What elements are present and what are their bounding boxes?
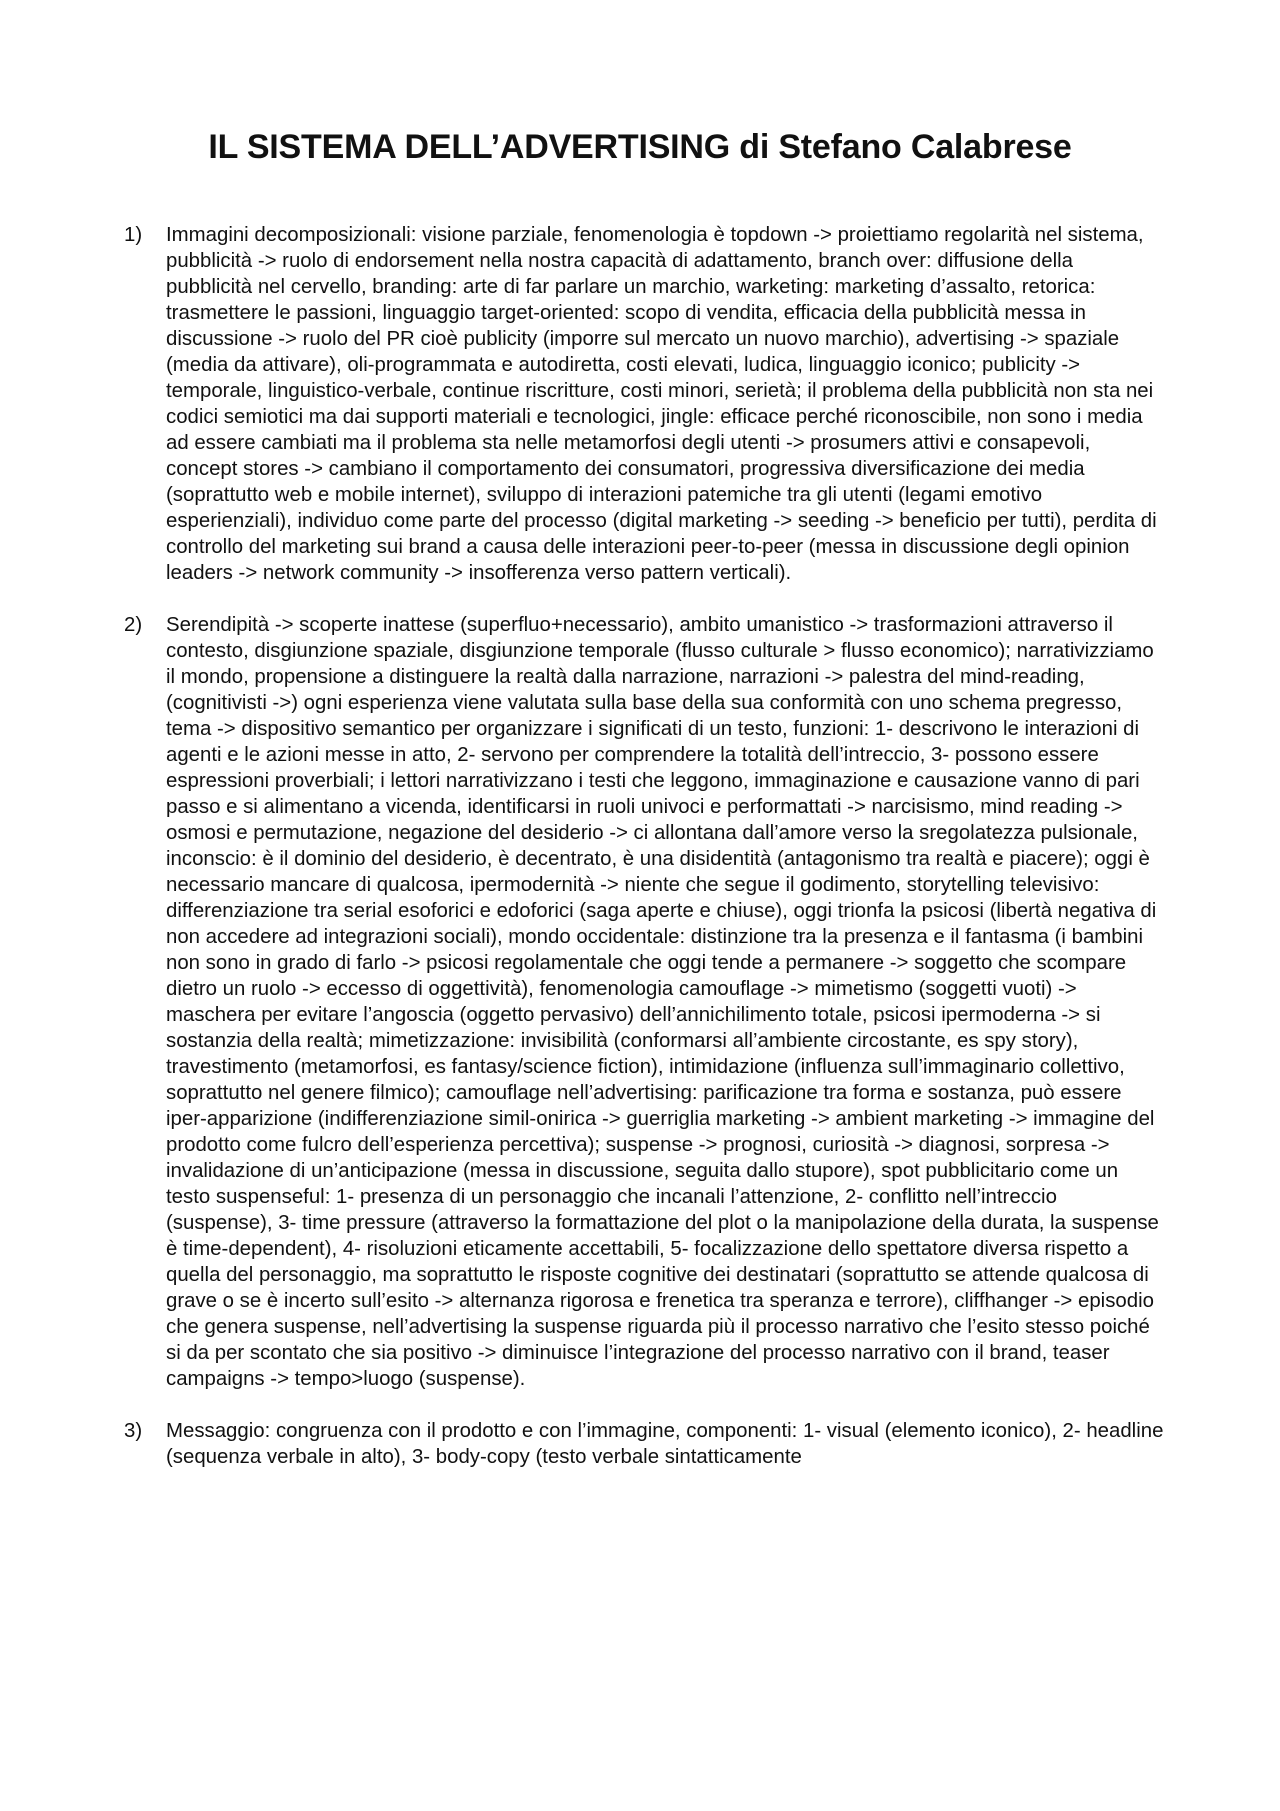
list-item-text: Immagini decomposizionali: visione parziale, fenomenologia è topdown -> proiettiamo regolarità nel sistema, pubblicità -> ruolo di endorsement nella nostra capacità di adattamento, branch over: diffusione della pubblicità nel cervello, branding: arte di far parlare un marchio, warketing: marketing d’assalto, retorica: trasmettere le passioni, linguaggio target-oriented: scopo di vendita, efficacia della pubblicità messa in discussione -> ruolo del PR cioè publicity (imporre sul mercato un nuovo marchio), advertising -> spaziale (media da attivare), oli-programmata e autodiretta, costi elevati, ludica, linguaggio iconico; publicity -> temporale, linguistico-verbale, continue riscritture, costi minori, serietà; il problema della pubblicità non sta nei codici semiotici ma dai supporti materiali e tecnologici, jingle: efficace perché riconoscibile, non sono i media ad essere cambiati ma il problema sta nelle metamorfosi degli utenti -> prosumers attivi e consapevoli, concept stores -> cambiano il comportamento dei consumatori, progressiva diversificazione dei media (soprattutto web e mobile internet), sviluppo di interazioni patemiche tra gli utenti (legami emotivo esperienziali), individuo come parte del processo (digital marketing -> seeding -> beneficio per tutti), perdita di controllo del marketing sui brand a causa delle interazioni peer-to-peer (messa in discussione degli opinion leaders -> network community -> insofferenza verso pattern verticali). (166, 224, 1157, 584)
list-item-number: 3) (124, 1420, 143, 1442)
list-item-2 (124, 612, 1164, 1392)
page-title: IL SISTEMA DELL’ADVERTISING di Stefano Calabrese (208, 128, 1072, 166)
list-item-3 (124, 1418, 1164, 1470)
list-item-text: Serendipità -> scoperte inattese (superfluo+necessario), ambito umanistico -> trasformazioni attraverso il contesto, disgiunzione spaziale, disgiunzione temporale (flusso culturale > flusso economico); narrativizziamo il mondo, propensione a distinguere la realtà dalla narrazione, narrazioni -> palestra del mind-reading, (cognitivisti ->) ogni esperienza viene valutata sulla base della sua conformità con uno schema pregresso, tema -> dispositivo semantico per organizzare i significati di un testo, funzioni: 1- descrivono le interazioni di agenti e le azioni messe in atto, 2- servono per comprendere la totalità dell’intreccio, 3- possono essere espressioni proverbiali; i lettori narrativizzano i testi che leggono, immaginazione e causazione vanno di pari passo e si alimentano a vicenda, identificarsi in ruoli univoci e performattati -> narcisismo, mind reading -> osmosi e permutazione, negazione del desiderio -> ci allontana dall’amore verso la sregolatezza pulsionale, inconscio: è il dominio del desiderio, è decentrato, è una disidentità (antagonismo tra realtà e piacere); oggi è necessario mancare di qualcosa, ipermodernità -> niente che segue il godimento, storytelling televisivo: differenziazione tra serial esoforici e edoforici (saga aperte e chiuse), oggi trionfa la psicosi (libertà negativa di non accedere ad integrazioni sociali), mondo occidentale: distinzione tra la presenza e il fantasma (i bambini non sono in grado di farlo -> psicosi regolamentale che oggi tende a permanere -> soggetto che scompare dietro un ruolo -> eccesso di oggettività), fenomenologia camouflage -> mimetismo (soggetti vuoti) -> maschera per evitare l’angoscia (oggetto pervasivo) dell’annichilimento totale, psicosi ipermoderna -> si sostanzia della realtà; mimetizzazione: invisibilità (conformarsi all’ambiente circostante, es spy story), travestimento (metamorfosi, es fantasy/science fiction), intimidazione (influenza sull’immaginario collettivo, soprattutto nel genere filmico); camouflage nell’advertising: parificazione tra forma e sostanza, può essere iper-apparizione (indifferenziazione simil-onirica -> guerriglia marketing -> ambient marketing -> immagine del prodotto come fulcro dell’esperienza percettiva); suspense -> prognosi, curiosità -> diagnosi, sorpresa -> invalidazione di un’anticipazione (messa in discussione, seguita dallo stupore), spot pubblicitario come un testo suspenseful: 1- presenza di un personaggio che incanali l’attenzione, 2- conflitto nell’intreccio (suspense), 3- time pressure (attraverso la formattazione del plot o la manipolazione della durata, la suspense è time-dependent), 4- risoluzioni eticamente accettabili, 5- focalizzazione dello spettatore diversa rispetto a quella del personaggio, ma soprattutto le risposte cognitive dei destinatari (soprattutto se attende qualcosa di grave o se è incerto sull’esito -> alternanza rigorosa e frenetica tra speranza e terrore), cliffhanger -> episodio che genera suspense, nell’advertising la suspense riguarda più il processo narrativo che l’esito stesso poiché si da per scontato che sia positivo -> diminuisce l’integrazione del processo narrativo con il brand, teaser campaigns -> tempo>luogo (suspense). (166, 614, 1159, 1390)
list-item-text: Messaggio: congruenza con il prodotto e con l’immagine, componenti: 1- visual (elemento iconico), 2- headline (sequenza verbale in alto), 3- body-copy (testo verbale sintatticamente (166, 1420, 1164, 1468)
list-item-number: 1) (124, 224, 143, 246)
numbered-list (124, 222, 1164, 1470)
list-item-number: 2) (124, 614, 143, 636)
list-item-1 (124, 222, 1164, 586)
